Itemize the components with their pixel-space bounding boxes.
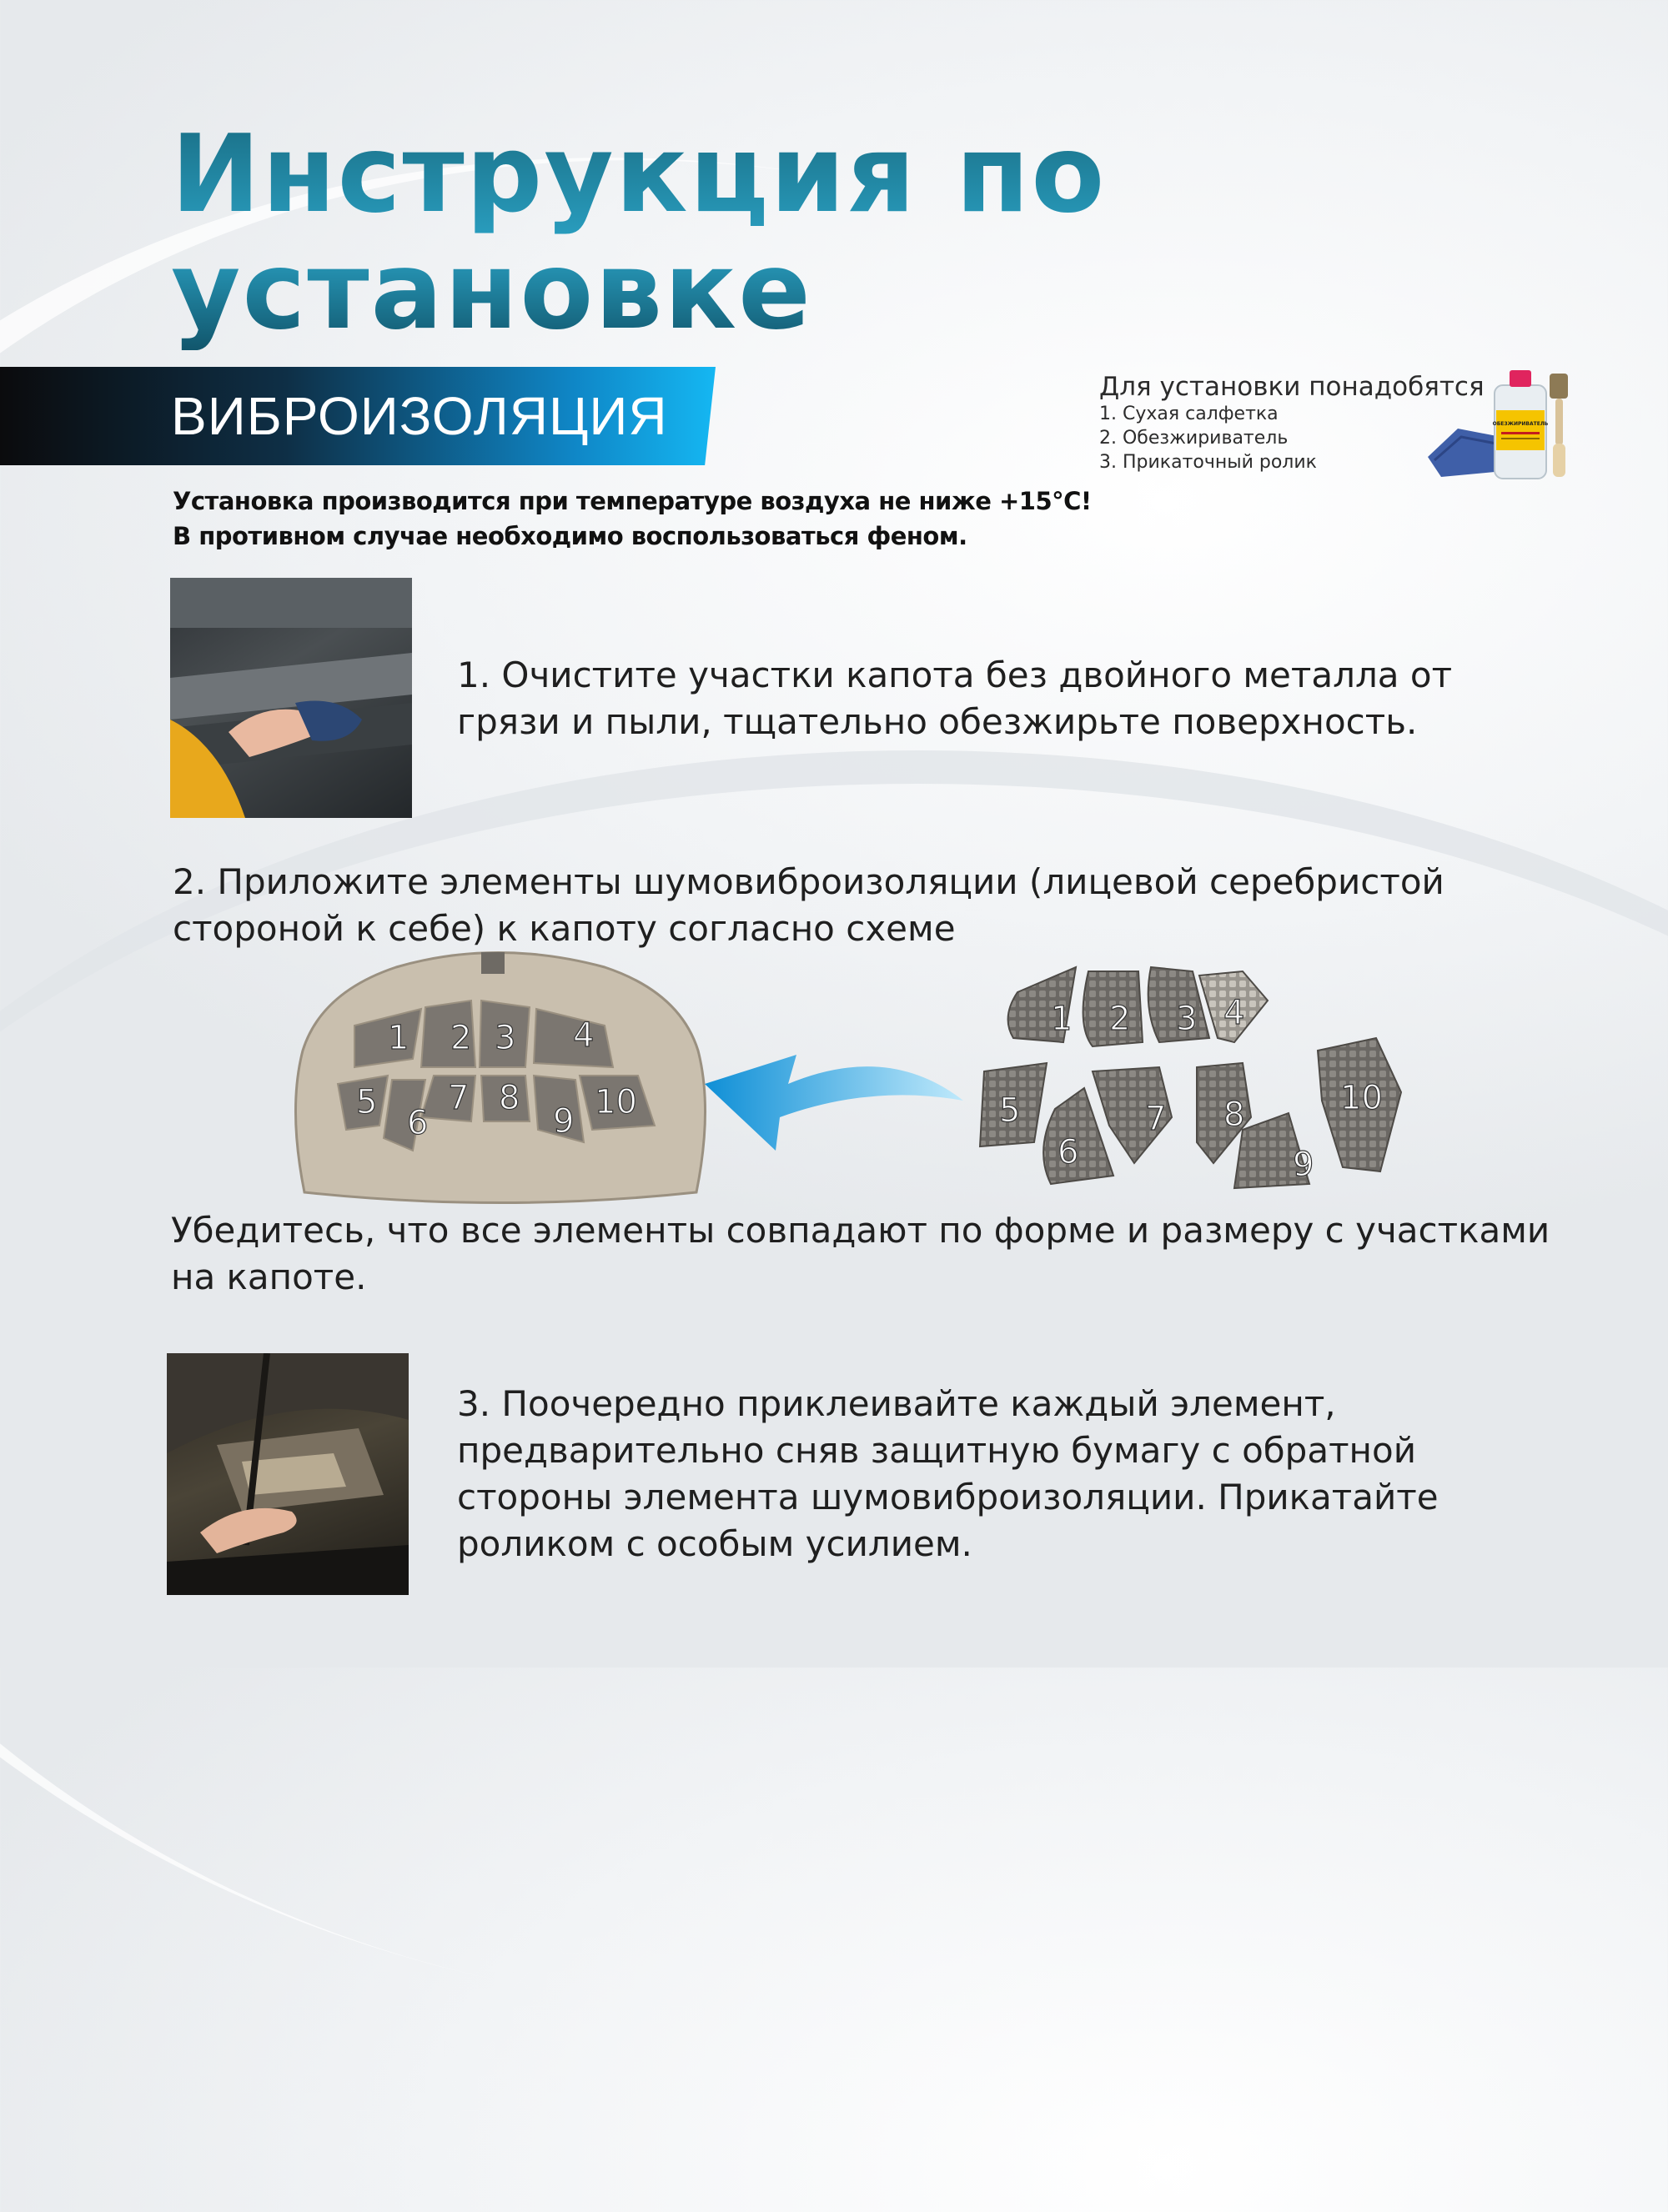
title-line-2: установке <box>171 229 812 354</box>
hood-number: 8 <box>499 1079 520 1117</box>
supplies-image <box>1424 367 1575 484</box>
temperature-warning <box>173 484 1092 554</box>
hood-number: 10 <box>595 1083 637 1121</box>
piece-number: 1 <box>1051 1000 1073 1038</box>
piece-number: 10 <box>1340 1079 1383 1117</box>
degreaser-bottle-icon <box>1493 370 1549 479</box>
note-text: Убедитесь, что все элементы совпадают по форме и размеру с участками на капоте. <box>171 1210 1550 1297</box>
step2-text: 2. Приложите элементы шумовиброизоляции (лицевой серебристой стороной к себе) к капоту согласно схеме <box>173 861 1444 949</box>
step3-text: 3. Поочередно приклеивайте каждый элемент, предварительно сняв защитную бумагу с обратной стороны элемента шумовиброизоляции. Прикатайте роликом с особым усилием. <box>457 1383 1439 1564</box>
piece-number: 2 <box>1109 1000 1131 1038</box>
piece-number: 8 <box>1223 1096 1245 1134</box>
hood-number: 4 <box>573 1016 595 1055</box>
warning-line-2: В противном случае необходимо воспользоваться феном. <box>173 522 967 550</box>
title-line-1: Инструкция по <box>171 113 1107 237</box>
step3-photo <box>167 1353 409 1595</box>
step1-photo <box>170 578 412 818</box>
cloth-icon <box>1428 429 1501 477</box>
piece-number: 4 <box>1223 994 1245 1032</box>
hood-number: 7 <box>448 1079 470 1117</box>
hood-diagram <box>288 942 713 1209</box>
insulation-pieces <box>967 959 1418 1201</box>
piece-number: 3 <box>1176 1000 1198 1038</box>
hood-number: 1 <box>388 1019 409 1057</box>
hand-icon <box>200 1508 297 1553</box>
piece-number: 5 <box>999 1091 1021 1130</box>
hood-number: 9 <box>553 1102 575 1141</box>
supplies-item: 3. Прикаточный ролик <box>1099 452 1317 473</box>
bottle-label: ОБЕЗЖИРИВАТЕЛЬ <box>1492 421 1549 427</box>
piece-number: 9 <box>1293 1146 1314 1184</box>
roller-icon <box>1550 374 1568 477</box>
step1-text: 1. Очистите участки капота без двойного металла от грязи и пыли, тщательно обезжирьте поверхность. <box>457 655 1453 742</box>
page-title <box>171 113 1107 354</box>
supplies-heading: Для установки понадобятся <box>1099 372 1485 402</box>
hood-number: 2 <box>450 1019 472 1057</box>
supplies-item: 1. Сухая салфетка <box>1099 404 1279 424</box>
piece-number: 6 <box>1058 1133 1079 1171</box>
arrow-icon <box>696 1026 967 1151</box>
warning-line-1: Установка производится при температуре воздуха не ниже +15°С! <box>173 487 1092 515</box>
section-banner-label: ВИБРОИЗОЛЯЦИЯ <box>171 386 668 446</box>
hood-number: 6 <box>407 1104 429 1142</box>
hood-number: 3 <box>495 1019 516 1057</box>
supplies-item: 2. Обезжириватель <box>1099 428 1289 449</box>
hood-number: 5 <box>356 1083 378 1121</box>
piece-number: 7 <box>1145 1100 1167 1138</box>
